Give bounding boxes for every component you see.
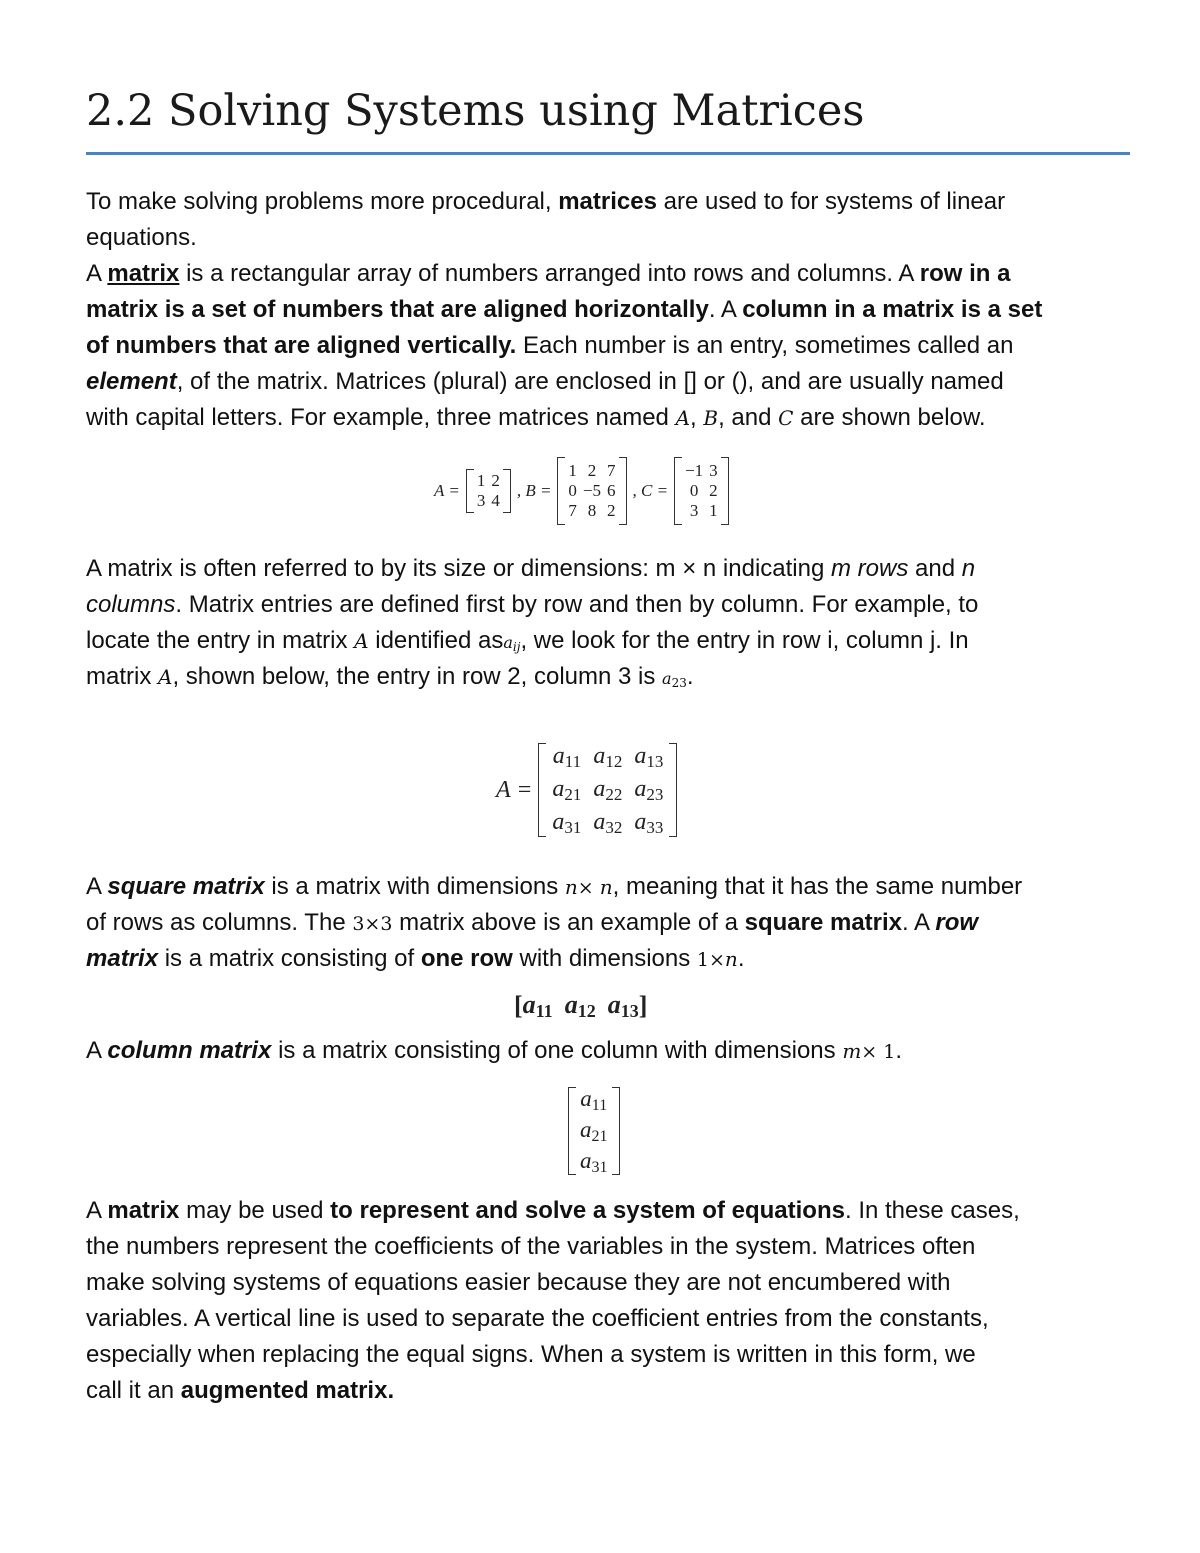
column-matrix-body	[568, 1087, 620, 1175]
text-run: the numbers represent the coefficients of the variables in the system. Matrices often	[86, 1233, 976, 1260]
matrix-entry-subscript: 11	[591, 1096, 608, 1114]
left-bracket	[568, 1087, 576, 1175]
text-run: A	[86, 873, 108, 900]
example-matrices	[428, 456, 729, 526]
text-line	[86, 1229, 1130, 1265]
left-bracket	[557, 457, 565, 525]
matrix-entry-subscript: 22	[605, 784, 623, 804]
text-run: are used to for systems of linear	[656, 188, 1006, 215]
text-line	[86, 1301, 1130, 1337]
text-run: . Matrix entries are defined first by row and then by column. For example, to	[175, 591, 979, 618]
text-run: .	[686, 663, 694, 690]
right-bracket: ]	[638, 991, 648, 1020]
bold-term: of numbers that are aligned vertically.	[86, 332, 517, 359]
bold-term: column in a matrix is a set	[742, 296, 1043, 323]
text-line	[86, 1337, 1130, 1373]
matrix-grid	[565, 461, 618, 521]
text-run: with capital letters. For example, three matrices named	[86, 404, 676, 431]
matrix-entry-var: a	[593, 775, 606, 802]
text-run: is a rectangular array of numbers arranged into rows and columns. A	[179, 260, 920, 287]
matrix-entry: −1	[685, 461, 704, 480]
left-bracket	[466, 469, 474, 513]
matrix-entry	[546, 743, 587, 772]
text-run: . A	[902, 909, 936, 936]
text-run: .	[737, 945, 745, 972]
matrix-entry-var: a	[552, 808, 565, 835]
matrix-entry-var: a	[607, 990, 621, 1019]
matrix-entry: 8	[587, 501, 597, 520]
text-run: .	[895, 1037, 903, 1064]
text-run: call it an	[86, 1377, 181, 1404]
text-run: To make solving problems more procedural,	[86, 188, 559, 215]
bold-term: square matrix	[744, 909, 903, 936]
left-bracket: [	[514, 991, 523, 1020]
bold-term: element	[86, 368, 177, 395]
right-bracket	[503, 469, 511, 513]
text-line	[86, 400, 1130, 436]
math-subscript: ij	[512, 640, 521, 654]
text-run: . A	[708, 296, 743, 323]
text-line	[86, 1193, 1130, 1229]
matrix-entry-subscript: 31	[591, 1158, 608, 1176]
text-line	[86, 551, 1130, 587]
matrix-entry-subscript: 21	[564, 784, 582, 804]
italic-term: n	[961, 555, 976, 582]
text-run: and	[908, 555, 962, 582]
right-bracket	[619, 457, 627, 525]
text-run: A	[86, 1037, 108, 1064]
matrix-entry-subscript: 11	[535, 1001, 553, 1021]
text-run: . In these cases,	[844, 1197, 1020, 1224]
intro-paragraph	[86, 184, 1130, 436]
text-run: identified as	[368, 627, 504, 654]
matrix-entry	[587, 776, 628, 805]
text-run: variables. A vertical line is used to separate the coefficient entries from the constants,	[86, 1305, 989, 1332]
matrix-label: , C =	[632, 481, 669, 500]
matrix-entry: 1	[709, 501, 718, 520]
math-var: B	[703, 406, 719, 430]
matrix-entry	[608, 990, 639, 1022]
matrix-a-general	[538, 743, 677, 837]
math-symbol: ×	[577, 877, 600, 899]
text-line	[86, 659, 1130, 695]
matrix-c	[674, 457, 729, 525]
text-run: Each number is an entry, sometimes called an	[516, 332, 1014, 359]
text-run: , we look for the entry in row i, column j. In	[520, 627, 969, 654]
column-matrix	[568, 1086, 620, 1176]
right-bracket	[721, 457, 729, 525]
matrix-entry: 7	[607, 461, 616, 480]
text-run: A	[86, 1197, 108, 1224]
math-var: n	[724, 947, 738, 971]
bold-term: matrix is a set of numbers that are aligned horizontally	[86, 296, 709, 323]
matrix-entry: 0	[689, 481, 699, 500]
text-run: are shown below.	[793, 404, 986, 431]
text-run: equations.	[86, 224, 197, 251]
matrix-grid	[474, 471, 503, 511]
math-var: a	[662, 669, 672, 688]
text-line	[86, 184, 1130, 220]
bold-term: one row	[420, 945, 513, 972]
matrix-entry: 2	[709, 481, 718, 500]
augmented-paragraph	[86, 1193, 1130, 1409]
text-run: matrix	[86, 663, 158, 690]
text-line	[86, 1265, 1130, 1301]
bold-term: column matrix	[107, 1037, 272, 1064]
matrix-entry-var: a	[634, 775, 647, 802]
math-subscript: 23	[671, 676, 687, 690]
math-var: a	[503, 633, 513, 652]
matrix-entry	[587, 743, 628, 772]
matrix-entry	[628, 809, 669, 838]
matrix-entry: 6	[607, 481, 616, 500]
text-line	[86, 905, 1130, 941]
matrix-entry: 7	[568, 501, 577, 520]
row-matrix-entries	[523, 990, 639, 1022]
matrix-entry: 3	[476, 491, 486, 510]
text-run: matrix above is an example of a	[392, 909, 745, 936]
text-run: especially when replacing the equal signs. When a system is written in this form, we	[86, 1341, 976, 1368]
math-var: A	[158, 665, 173, 689]
matrix-entry: 1	[476, 471, 486, 490]
text-line	[86, 256, 1130, 292]
text-run: may be used	[179, 1197, 331, 1224]
text-line	[86, 1373, 1130, 1409]
matrix-b	[557, 457, 626, 525]
matrix-label: , B =	[516, 481, 552, 500]
math-symbol: 1×	[696, 949, 725, 971]
text-line	[86, 1033, 1130, 1069]
matrix-entry-var: a	[522, 990, 536, 1019]
matrix-entry-subscript: 13	[620, 1001, 639, 1021]
matrix-entry-var: a	[564, 990, 578, 1019]
matrix-entry-subscript: 13	[646, 751, 664, 771]
text-run: , shown below, the entry in row 2, column 3 is	[172, 663, 663, 690]
matrix-entry	[576, 1117, 612, 1146]
matrix-a	[466, 469, 511, 513]
matrix-entry: 2	[491, 471, 500, 490]
matrix-entry: 3	[709, 461, 718, 480]
text-line	[86, 328, 1130, 364]
matrix-grid	[682, 461, 721, 521]
text-run: of rows as columns. The	[86, 909, 353, 936]
text-run: A	[86, 260, 108, 287]
bold-term: matrix	[107, 260, 180, 287]
matrix-entry-subscript: 21	[591, 1127, 608, 1145]
left-bracket	[538, 743, 546, 837]
text-run: locate the entry in matrix	[86, 627, 355, 654]
matrix-entry	[576, 1086, 612, 1115]
left-bracket	[674, 457, 682, 525]
matrix-entry	[576, 1148, 612, 1177]
math-var: C	[778, 406, 794, 430]
dimensions-paragraph	[86, 551, 1130, 695]
right-bracket	[669, 743, 677, 837]
matrix-entry-var: a	[552, 775, 565, 802]
matrix-entry-var: a	[580, 1085, 592, 1111]
column-matrix-paragraph	[86, 1033, 1130, 1069]
text-run: , of the matrix. Matrices (plural) are enclosed in [] or (), and are usually named	[176, 368, 1004, 395]
matrix-entry-subscript: 31	[564, 817, 582, 837]
text-run: A matrix is often referred to by its size or dimensions: m × n indicating	[86, 555, 831, 582]
bold-term: square matrix	[107, 873, 265, 900]
matrix-entry-var: a	[552, 742, 565, 769]
text-run: is a matrix consisting of	[158, 945, 421, 972]
row-matrix	[514, 986, 647, 1026]
text-run: , meaning that it has the same number	[612, 873, 1023, 900]
text-run: is a matrix consisting of one column with dimensions	[271, 1037, 843, 1064]
matrix-entry-subscript: 33	[646, 817, 664, 837]
matrix-entry: 0	[568, 481, 577, 500]
matrix-entry: 4	[491, 491, 500, 510]
matrix-entry	[628, 743, 669, 772]
bold-term: matrix	[107, 1197, 180, 1224]
italic-term: columns	[86, 591, 176, 618]
math-var: A	[675, 406, 691, 430]
bold-term: row	[935, 909, 979, 936]
matrix-entry	[587, 809, 628, 838]
text-line	[86, 623, 1130, 659]
title-underline	[86, 152, 1130, 155]
text-run: with dimensions	[512, 945, 697, 972]
matrix-entry: 2	[587, 461, 597, 480]
bold-term: matrices	[558, 188, 657, 215]
bold-term: matrix	[86, 945, 159, 972]
matrix-entry-var: a	[580, 1147, 592, 1173]
matrix-label: A =	[434, 481, 460, 500]
matrix-entry-subscript: 11	[564, 751, 582, 771]
text-run: , and	[718, 404, 779, 431]
matrix-entry-var: a	[593, 808, 606, 835]
matrix-entry: 1	[568, 461, 577, 480]
text-line	[86, 220, 1130, 256]
page-title: 2.2 Solving Systems using Matrices	[86, 86, 865, 136]
text-line	[86, 869, 1130, 905]
matrix-entry-var: a	[634, 808, 647, 835]
matrix-entry: −5	[582, 481, 602, 500]
text-line	[86, 364, 1130, 400]
matrix-entry-subscript: 12	[577, 1001, 596, 1021]
matrix-entry	[523, 990, 553, 1022]
matrix-entry: 3	[689, 501, 699, 520]
general-matrix	[496, 742, 677, 838]
matrix-entry	[628, 776, 669, 805]
matrix-entry	[546, 776, 587, 805]
text-run: ,	[690, 404, 704, 431]
matrix-entry-var: a	[580, 1116, 592, 1142]
matrix-entry-var: a	[593, 742, 606, 769]
text-line	[86, 292, 1130, 328]
matrix-entry-subscript: 12	[605, 751, 623, 771]
math-symbol: × 1	[861, 1041, 896, 1063]
text-run: is a matrix with dimensions	[264, 873, 565, 900]
matrix-grid	[546, 743, 669, 838]
bold-term: to represent and solve a system of equations	[330, 1197, 845, 1224]
bold-term: augmented matrix.	[180, 1377, 395, 1404]
math-var: A	[354, 629, 369, 653]
matrix-entry-var: a	[634, 742, 647, 769]
matrix-entry	[565, 990, 596, 1022]
matrix-entry-subscript: 32	[605, 817, 623, 837]
square-matrix-paragraph	[86, 869, 1130, 977]
text-line	[86, 587, 1130, 623]
text-line	[86, 941, 1130, 977]
matrix-entry: 2	[607, 501, 616, 520]
italic-term: m rows	[830, 555, 909, 582]
matrix-grid	[576, 1086, 612, 1177]
math-var: n	[564, 875, 578, 899]
math-symbol: 3×3	[352, 913, 393, 935]
matrix-entry	[546, 809, 587, 838]
matrix-label: A =	[496, 776, 533, 803]
matrix-entry-subscript: 23	[646, 784, 664, 804]
math-var: n	[599, 875, 613, 899]
right-bracket	[612, 1087, 620, 1175]
text-run: make solving systems of equations easier because they are not encumbered with	[86, 1269, 951, 1296]
bold-term: row in a	[919, 260, 1011, 287]
math-var: m	[842, 1039, 862, 1063]
